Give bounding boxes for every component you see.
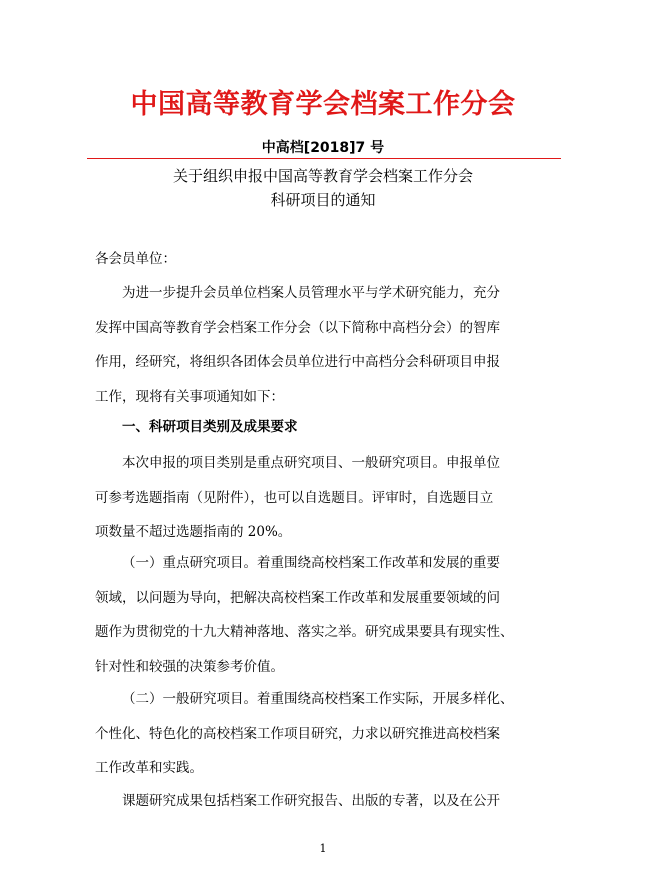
paragraph-line: 作用，经研究，将组织各团体会员单位进行中高档分会科研项目申报 xyxy=(95,354,500,370)
document-number: 中高档[2018]7 号 xyxy=(261,140,385,156)
organization-title: 中国高等教育学会档案工作分会 xyxy=(130,89,516,120)
section1-paragraph xyxy=(95,446,553,550)
salutation-text: 各会员单位： xyxy=(95,251,176,267)
notice-title-line: 关于组织申报中国高等教育学会档案工作分会 xyxy=(172,167,473,185)
paragraph-line: 领域，以问题为导向，把解决高校档案工作改革和发展重要领域的问 xyxy=(95,589,500,606)
paragraph-line: 针对性和较强的决策参考价值。 xyxy=(95,658,284,675)
paragraph-line: 本次申报的项目类别是重点研究项目、一般研究项目。申报单位 xyxy=(122,455,500,471)
paragraph-line: 可参考选题指南（见附件），也可以自选题目。评审时，自选题目立 xyxy=(95,489,494,506)
paragraph-line: 为进一步提升会员单位档案人员管理水平与学术研究能力，充分 xyxy=(122,285,500,301)
paragraph-line: （二）一般研究项目。着重围绕高校档案工作实际，开展多样化、 xyxy=(122,691,514,707)
results-paragraph xyxy=(95,784,553,819)
section-heading-text: 一、科研项目类别及成果要求 xyxy=(122,419,298,435)
key-project-paragraph xyxy=(95,546,553,684)
paragraph-line: （一）重点研究项目。着重围绕高校档案工作改革和发展的重要 xyxy=(122,555,500,571)
intro-paragraph xyxy=(95,276,553,414)
paragraph-line: 项数量不超过选题指南的 20%。 xyxy=(95,524,292,540)
paragraph-line: 课题研究成果包括档案工作研究报告、出版的专著，以及在公开 xyxy=(122,793,500,809)
paragraph-line: 个性化、特色化的高校档案工作项目研究，力求以研究推进高校档案 xyxy=(95,725,500,742)
notice-title-line: 科研项目的通知 xyxy=(270,191,376,209)
general-project-paragraph xyxy=(95,682,553,786)
paragraph-line: 工作，现将有关事项通知如下： xyxy=(95,388,284,405)
notice-title xyxy=(0,164,646,212)
red-divider-line xyxy=(87,158,561,159)
salutation xyxy=(95,242,553,277)
paragraph-line: 发挥中国高等教育学会档案工作分会（以下简称中高档分会）的智库 xyxy=(95,319,500,336)
paragraph-line: 工作改革和实践。 xyxy=(95,760,203,776)
paragraph-line: 题作为贯彻党的十九大精神落地、落实之举。研究成果要具有现实性、 xyxy=(95,624,514,640)
section-heading xyxy=(95,410,553,445)
page-number: 1 xyxy=(319,842,327,855)
